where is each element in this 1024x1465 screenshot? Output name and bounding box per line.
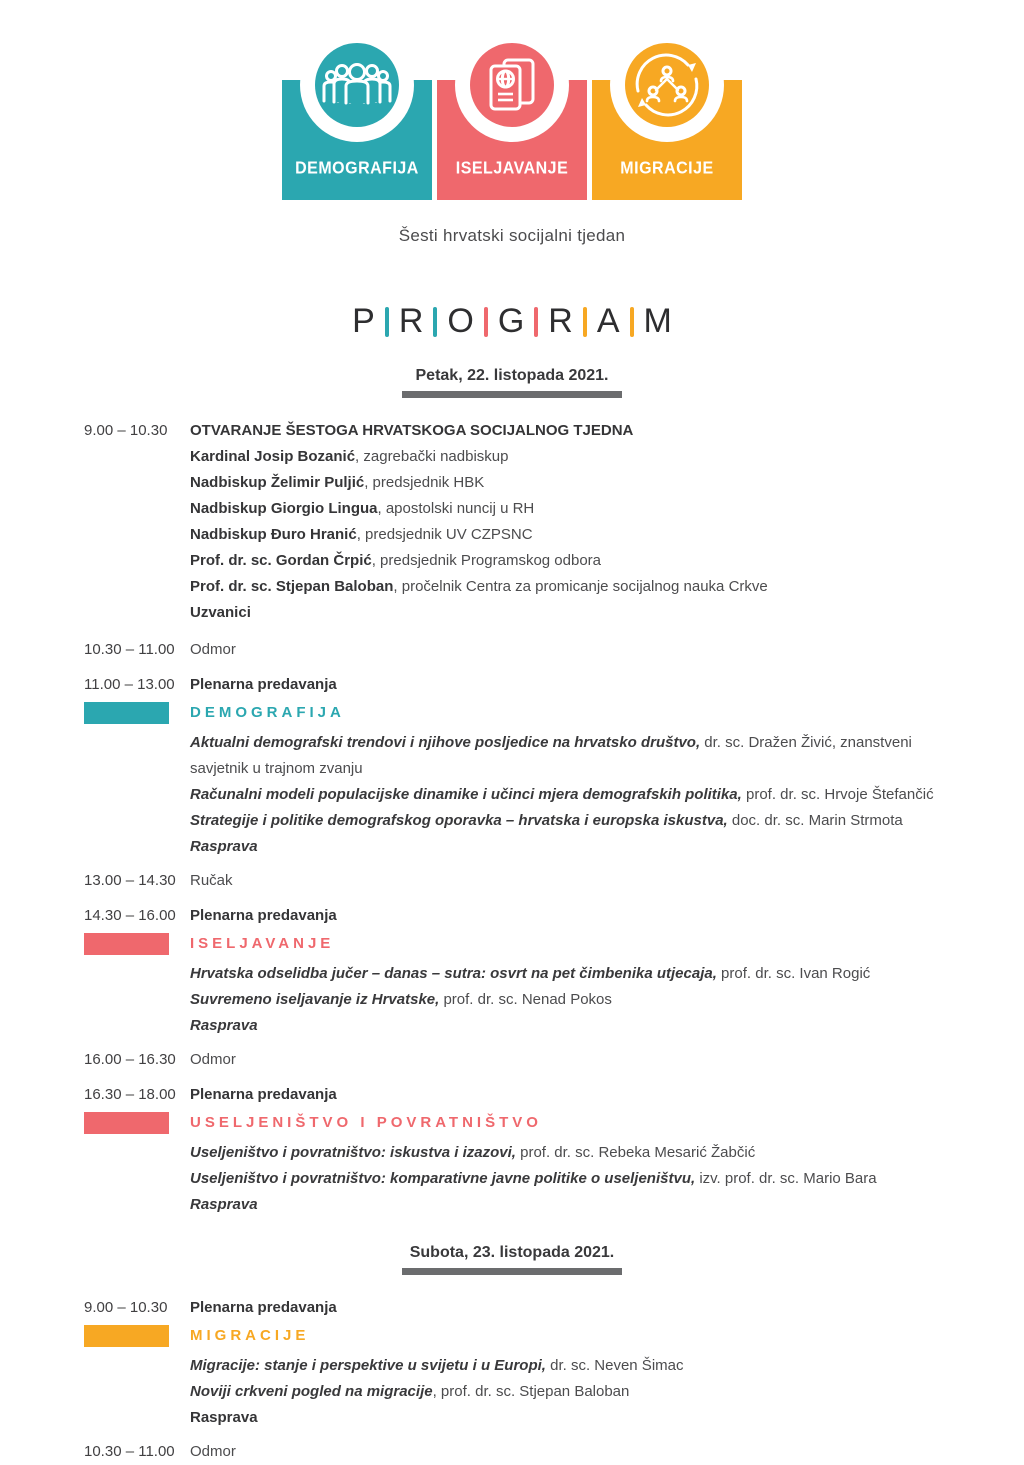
person-name: Prof. dr. sc. Gordan Črpić <box>190 552 372 569</box>
row-content <box>190 961 950 987</box>
program-letter: R <box>398 302 424 340</box>
program-separator <box>433 307 437 337</box>
row-time: 11.00 – 13.00 <box>84 676 175 693</box>
schedule-row <box>84 782 964 808</box>
discussion-label: Rasprava <box>190 1196 258 1213</box>
schedule-row <box>84 1140 964 1166</box>
person-name: Kardinal Josip Bozanić <box>190 448 356 465</box>
lecture-title: Noviji crkveni pogled na migracije <box>190 1383 433 1400</box>
category-label: USELJENIŠTVO I POVRATNIŠTVO <box>190 1114 542 1131</box>
row-time <box>84 1353 190 1379</box>
schedule-row <box>84 1047 964 1073</box>
person-role: , predsjednik UV CZPSNC <box>356 526 533 543</box>
row-content <box>190 418 950 626</box>
row-time: 16.30 – 18.00 <box>84 1086 176 1103</box>
person-line <box>190 444 950 470</box>
schedule-row <box>84 1166 964 1192</box>
row-time <box>84 700 190 726</box>
row-content <box>190 700 950 726</box>
day-heading: Petak, 22. listopada 2021. <box>415 367 609 384</box>
banner-block-migracije <box>592 42 742 200</box>
row-content <box>190 1379 950 1405</box>
schedule-row <box>84 1013 964 1039</box>
category-label: DEMOGRAFIJA <box>190 704 345 721</box>
row-time <box>84 808 190 834</box>
day-section-petak <box>0 367 1024 1218</box>
row-time <box>84 1140 190 1166</box>
day-heading: Subota, 23. listopada 2021. <box>409 1244 615 1261</box>
row-time: 13.00 – 14.30 <box>84 872 176 889</box>
lecture-speaker: prof. dr. sc. Hrvoje Štefančić <box>741 786 934 803</box>
schedule-row <box>84 730 964 782</box>
schedule-row <box>84 418 964 626</box>
schedule-row <box>84 672 964 698</box>
plenary-label: Plenarna predavanja <box>190 676 337 693</box>
category-bar <box>84 1325 169 1347</box>
row-time: 14.30 – 16.00 <box>84 907 176 924</box>
row-time <box>84 987 190 1013</box>
schedule-row <box>84 1379 964 1405</box>
row-content <box>190 1405 950 1431</box>
banner-block-demografija <box>282 42 432 200</box>
row-content <box>190 931 950 957</box>
schedule-row <box>84 834 964 860</box>
row-time <box>84 961 190 987</box>
lecture-speaker: doc. dr. sc. Marin Strmota <box>727 812 903 829</box>
schedule-row <box>84 1323 964 1349</box>
person-role: , zagrebački nadbiskup <box>355 448 509 465</box>
lecture-title: Migracije: stanje i perspektive u svijetu i u Europi, <box>190 1357 546 1374</box>
row-content <box>190 1013 950 1039</box>
plenary-label: Plenarna predavanja <box>190 1299 337 1316</box>
category-bar <box>84 702 169 724</box>
session-title: OTVARANJE ŠESTOGA HRVATSKOGA SOCIJALNOG TJEDNA <box>190 422 634 439</box>
lecture-title: Računalni modeli populacijske dinamike i učinci mjera demografskih politika, <box>190 786 742 803</box>
row-time <box>84 1192 190 1218</box>
schedule-row <box>84 1082 964 1108</box>
row-content <box>190 868 950 894</box>
program-letter: G <box>497 302 525 340</box>
schedule-row <box>84 931 964 957</box>
person-role: , predsjednik HBK <box>364 474 485 491</box>
program-letter: P <box>352 302 375 340</box>
lecture-speaker: dr. sc. Neven Šimac <box>545 1357 684 1374</box>
row-time <box>84 730 190 782</box>
lecture-title: Strategije i politike demografskog oporavka – hrvatska i europska iskustva, <box>190 812 728 829</box>
banner-label: MIGRACIJE <box>620 158 714 178</box>
person-line <box>190 548 950 574</box>
person-name: Uzvanici <box>190 604 251 621</box>
row-content <box>190 672 950 698</box>
program-separator <box>385 307 389 337</box>
row-content <box>190 1047 950 1073</box>
discussion-label: Rasprava <box>190 1409 258 1426</box>
person-role: , apostolski nuncij u RH <box>377 500 535 517</box>
category-bar <box>84 933 169 955</box>
row-content <box>190 1192 950 1218</box>
row-content <box>190 782 950 808</box>
schedule-row <box>84 961 964 987</box>
person-name: Nadbiskup Giorgio Lingua <box>190 500 378 517</box>
row-content <box>190 1353 950 1379</box>
row-time: 9.00 – 10.30 <box>84 1299 168 1316</box>
program-separator <box>583 307 587 337</box>
banner-label: ISELJAVANJE <box>455 158 569 178</box>
break-label: Odmor <box>190 1443 236 1460</box>
banner-label: DEMOGRAFIJA <box>295 158 419 178</box>
row-content <box>190 808 950 834</box>
lecture-speaker: , prof. dr. sc. Stjepan Baloban <box>432 1383 630 1400</box>
plenary-label: Plenarna predavanja <box>190 907 337 924</box>
schedule-row <box>84 1110 964 1136</box>
break-label: Odmor <box>190 641 236 658</box>
schedule-row <box>84 903 964 929</box>
row-content <box>190 1323 950 1349</box>
program-letter: R <box>548 302 573 340</box>
schedule <box>84 418 964 1218</box>
person-line <box>190 522 950 548</box>
plenary-label: Plenarna predavanja <box>190 1086 337 1103</box>
row-time <box>84 1379 190 1405</box>
program-separator <box>534 307 538 337</box>
row-time <box>84 1110 190 1136</box>
person-name: Nadbiskup Đuro Hranić <box>190 526 357 543</box>
row-content <box>190 730 950 782</box>
program-title <box>0 302 1024 341</box>
person-line <box>190 470 950 496</box>
break-label: Ručak <box>190 872 233 889</box>
person-line <box>190 600 950 626</box>
person-line <box>190 496 950 522</box>
person-line <box>190 574 950 600</box>
row-time <box>84 834 190 860</box>
row-time <box>84 931 190 957</box>
event-banner <box>0 0 1024 200</box>
row-content <box>190 1140 950 1166</box>
row-content <box>190 834 950 860</box>
program-letter: A <box>596 302 620 340</box>
schedule-row <box>84 700 964 726</box>
person-name: Nadbiskup Želimir Puljić <box>190 474 365 491</box>
schedule <box>84 1295 964 1465</box>
row-content <box>190 987 950 1013</box>
banner-block-iseljavanje <box>437 42 587 200</box>
row-content <box>190 1295 950 1321</box>
schedule-row <box>84 1439 964 1465</box>
discussion-label: Rasprava <box>190 838 258 855</box>
day-section-subota <box>0 1244 1024 1465</box>
row-time: 10.30 – 11.00 <box>84 1443 175 1460</box>
lecture-title: Hrvatska odselidba jučer – danas – sutra: osvrt na pet čimbenika utjecaja, <box>190 965 717 982</box>
day-underline <box>402 391 622 398</box>
schedule-row <box>84 637 964 663</box>
row-content <box>190 1110 950 1136</box>
row-time <box>84 1013 190 1039</box>
program-letter: M <box>643 302 672 340</box>
lecture-speaker: prof. dr. sc. Ivan Rogić <box>716 965 871 982</box>
lecture-title: Useljeništvo i povratništvo: komparativne javne politike o useljeništvu, <box>190 1170 696 1187</box>
row-time: 10.30 – 11.00 <box>84 641 175 658</box>
row-time <box>84 1405 190 1431</box>
person-role: , pročelnik Centra za promicanje socijalnog nauka Crkve <box>393 578 768 595</box>
schedule-row <box>84 868 964 894</box>
schedule-row <box>84 1353 964 1379</box>
row-content <box>190 1082 950 1108</box>
lecture-title: Aktualni demografski trendovi i njihove posljedice na hrvatsko društvo, <box>190 734 701 751</box>
lecture-title: Suvremeno iseljavanje iz Hrvatske, <box>190 991 440 1008</box>
row-content <box>190 903 950 929</box>
program-separator <box>630 307 634 337</box>
row-time <box>84 1166 190 1192</box>
lecture-speaker: izv. prof. dr. sc. Mario Bara <box>695 1170 877 1187</box>
schedule-row <box>84 987 964 1013</box>
person-role: , predsjednik Programskog odbora <box>371 552 602 569</box>
lecture-speaker: prof. dr. sc. Nenad Pokos <box>439 991 612 1008</box>
lecture-speaker: prof. dr. sc. Rebeka Mesarić Žabčić <box>515 1144 756 1161</box>
schedule-row <box>84 1405 964 1431</box>
person-name: Prof. dr. sc. Stjepan Baloban <box>190 578 394 595</box>
row-content <box>190 1439 950 1465</box>
break-label: Odmor <box>190 1051 236 1068</box>
row-content <box>190 1166 950 1192</box>
row-time <box>84 782 190 808</box>
row-content <box>190 637 950 663</box>
lecture-title: Useljeništvo i povratništvo: iskustva i izazovi, <box>190 1144 516 1161</box>
lecture-speaker: dr. sc. Dražen Živić, znanstveni savjetnik u trajnom zvanju <box>190 734 912 777</box>
row-time <box>84 1323 190 1349</box>
day-underline <box>402 1268 622 1275</box>
category-label: MIGRACIJE <box>190 1327 310 1344</box>
category-label: ISELJAVANJE <box>190 935 335 952</box>
schedule-row <box>84 1192 964 1218</box>
discussion-label: Rasprava <box>190 1017 258 1034</box>
schedule-row <box>84 808 964 834</box>
row-time: 16.00 – 16.30 <box>84 1051 176 1068</box>
event-subtitle: Šesti hrvatski socijalni tjedan <box>398 226 626 245</box>
category-bar <box>84 1112 169 1134</box>
program-separator <box>484 307 488 337</box>
schedule-row <box>84 1295 964 1321</box>
program-letter: O <box>447 302 474 340</box>
row-time: 9.00 – 10.30 <box>84 422 168 439</box>
